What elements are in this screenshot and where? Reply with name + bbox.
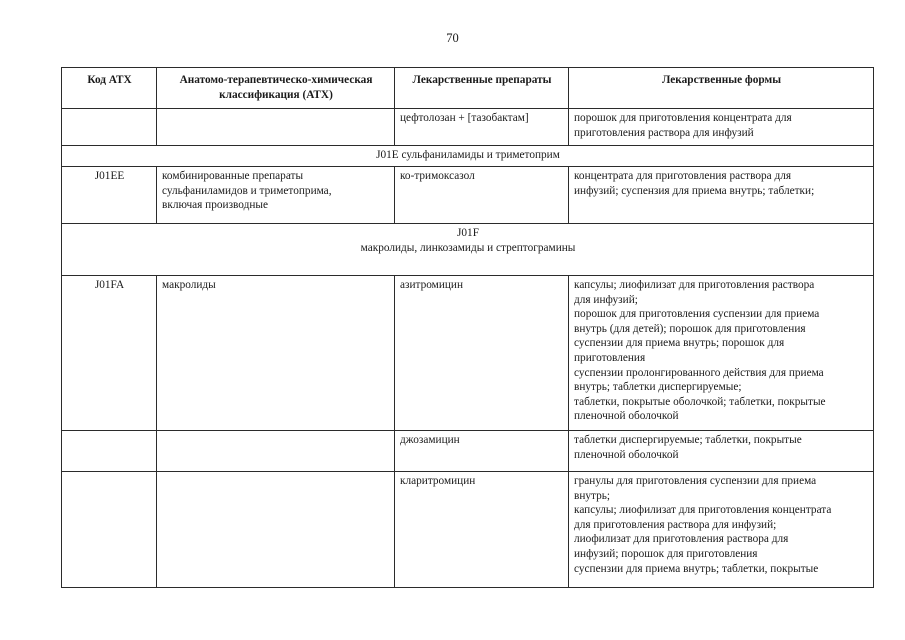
- row-drug: ко-тримоксазол: [395, 167, 569, 224]
- row-drug: цефтолозан + [тазобактам]: [395, 109, 569, 146]
- row-forms: капсулы; лиофилизат для приготовления раствора для инфузий; порошок для приготовления суспензии для приема внутрь (для детей); порошок для приготовления суспензии для приема внутрь; порошок для приготовления суспензии пролонгированного действия для приема внутрь; таблетки диспергируемые; таблетки, покрытые оболочкой; таблетки, покрытые пленочной оболочкой: [569, 276, 874, 431]
- row-code: J01EE: [62, 167, 157, 224]
- table-header-row: [62, 68, 874, 109]
- table-row: [62, 109, 874, 146]
- header-classification: Анатомо-терапевтическо-химическая классификация (АТХ): [157, 68, 395, 109]
- group-heading: J01E сульфаниламиды и триметоприм: [62, 146, 874, 167]
- row-classification: макролиды: [157, 276, 395, 431]
- table-row: [62, 472, 874, 588]
- row-classification: комбинированные препараты сульфаниламидов и триметоприма, включая производные: [157, 167, 395, 224]
- row-classification: [157, 431, 395, 472]
- table-row: [62, 276, 874, 431]
- row-forms: гранулы для приготовления суспензии для приема внутрь; капсулы; лиофилизат для приготовления концентрата для приготовления раствора для инфузий; лиофилизат для приготовления раствора для инфузий; порошок для приготовления суспензии для приема внутрь; таблетки, покрытые: [569, 472, 874, 588]
- row-code: [62, 431, 157, 472]
- row-code: [62, 109, 157, 146]
- row-drug: джозамицин: [395, 431, 569, 472]
- header-drugs: Лекарственные препараты: [395, 68, 569, 109]
- group-row: [62, 224, 874, 276]
- row-classification: [157, 109, 395, 146]
- page-number: 70: [446, 31, 459, 45]
- header-code: Код АТХ: [62, 68, 157, 109]
- group-row: [62, 146, 874, 167]
- header-forms: Лекарственные формы: [569, 68, 874, 109]
- table-row: [62, 167, 874, 224]
- row-code: J01FA: [62, 276, 157, 431]
- row-forms: таблетки диспергируемые; таблетки, покрытые пленочной оболочкой: [569, 431, 874, 472]
- table-row: [62, 431, 874, 472]
- row-code: [62, 472, 157, 588]
- row-drug: азитромицин: [395, 276, 569, 431]
- group-heading: J01F макролиды, линкозамиды и стрептограмины: [62, 224, 874, 276]
- atx-drug-table: [61, 67, 874, 588]
- row-classification: [157, 472, 395, 588]
- row-drug: кларитромицин: [395, 472, 569, 588]
- row-forms: порошок для приготовления концентрата для приготовления раствора для инфузий: [569, 109, 874, 146]
- row-forms: концентрата для приготовления раствора для инфузий; суспензия для приема внутрь; таблетки;: [569, 167, 874, 224]
